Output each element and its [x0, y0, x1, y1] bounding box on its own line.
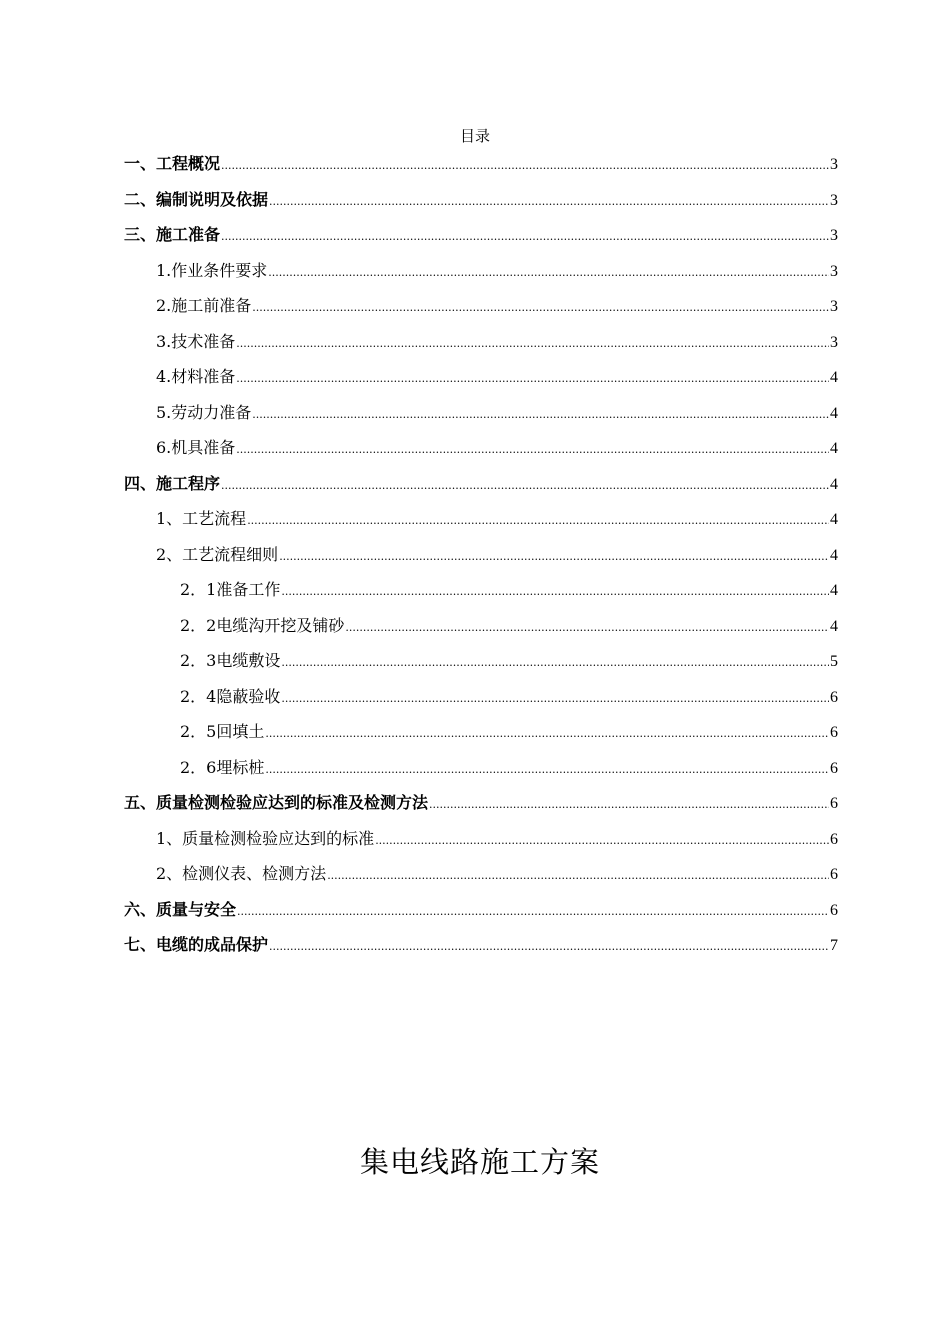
toc-dot-leader [281, 679, 829, 717]
toc-entry[interactable] [124, 856, 838, 892]
toc-dot-leader [236, 324, 829, 362]
toc-entry-page-number: 6 [830, 795, 838, 812]
toc-entry[interactable] [124, 288, 838, 324]
toc-dot-leader [252, 288, 829, 326]
toc-entry-label: 1、工艺流程 [156, 509, 247, 528]
toc-entry[interactable] [124, 750, 838, 786]
toc-dot-leader [327, 856, 829, 894]
toc-entry-label: 二、编制说明及依据 [124, 189, 269, 209]
toc-entry-label: 三、施工准备 [124, 225, 221, 244]
toc-entry-label: 5.劳动力准备 [156, 402, 252, 422]
toc-dot-leader [221, 466, 829, 504]
toc-dot-leader [221, 217, 829, 255]
toc-entry-page-number: 3 [830, 156, 838, 173]
toc-dot-leader [268, 253, 829, 291]
toc-entry-page-number: 3 [830, 333, 838, 351]
toc-entry-label: 六、质量与安全 [124, 899, 237, 919]
toc-entry-page-number: 6 [830, 724, 838, 741]
toc-entry-page-number: 4 [830, 546, 838, 564]
toc-entry[interactable] [124, 679, 838, 715]
toc-entry-page-number: 6 [830, 830, 838, 848]
toc-entry-page-number: 4 [830, 440, 838, 457]
toc-entry-page-number: 6 [830, 901, 838, 919]
toc-entry[interactable] [124, 821, 838, 857]
toc-entry[interactable] [124, 430, 838, 466]
toc-entry-label: 1.作业条件要求 [156, 260, 268, 280]
toc-entry[interactable] [124, 324, 838, 360]
toc-entry-label: 2．1准备工作 [180, 580, 281, 599]
toc-dot-leader [281, 643, 829, 681]
toc-entry-page-number: 5 [830, 653, 838, 670]
toc-entry[interactable] [124, 785, 838, 821]
toc-entry-page-number: 3 [830, 191, 838, 209]
toc-entry[interactable] [124, 395, 838, 431]
toc-entry-label: 2.施工前准备 [156, 296, 252, 315]
toc-dot-leader [252, 395, 829, 433]
toc-entry[interactable] [124, 892, 838, 928]
toc-entry[interactable] [124, 643, 838, 679]
toc-entry[interactable] [124, 217, 838, 253]
toc-entry-label: 2．3电缆敷设 [180, 651, 281, 670]
toc-entry[interactable] [124, 608, 838, 644]
toc-entry[interactable] [124, 182, 838, 218]
toc-dot-leader [345, 608, 829, 646]
toc-dot-leader [221, 146, 829, 184]
toc-entry[interactable] [124, 359, 838, 395]
toc-entry-page-number: 4 [830, 582, 838, 599]
toc-dot-leader [279, 537, 829, 575]
toc-dot-leader [375, 821, 829, 859]
toc-entry[interactable] [124, 501, 838, 537]
toc-dot-leader [265, 714, 829, 752]
toc-entry-page-number: 4 [830, 369, 838, 386]
toc-dot-leader [265, 750, 829, 788]
toc-entry[interactable] [124, 146, 838, 182]
toc-entry[interactable] [124, 253, 838, 289]
toc-dot-leader [269, 927, 829, 965]
document-title: 集电线路施工方案 [359, 1145, 600, 1179]
toc-entry-page-number: 3 [830, 298, 838, 315]
toc-entry-label: 2．6埋标桩 [180, 757, 265, 777]
toc-entry-label: 2．5回填土 [180, 722, 265, 741]
toc-entry-label: 6.机具准备 [156, 438, 236, 457]
toc-entry-page-number: 6 [830, 866, 838, 883]
toc-entry-page-number: 4 [830, 617, 838, 635]
toc-heading: 目录 [459, 127, 490, 145]
toc-entry-label: 4.材料准备 [156, 367, 236, 386]
toc-entry-label: 七、电缆的成品保护 [124, 935, 269, 954]
toc-entry-label: 2．2电缆沟开挖及铺砂 [180, 615, 345, 635]
toc-dot-leader [269, 182, 829, 220]
toc-entry[interactable] [124, 466, 838, 502]
toc-entry-page-number: 4 [830, 404, 838, 422]
toc-entry-label: 3.技术准备 [156, 331, 236, 351]
toc-entry-label: 2．4隐蔽验收 [180, 686, 281, 706]
toc-entry-label: 2、工艺流程细则 [156, 544, 279, 564]
toc-entry-label: 2、检测仪表、检测方法 [156, 864, 327, 883]
toc-entry[interactable] [124, 714, 838, 750]
toc-entry-page-number: 7 [830, 937, 838, 954]
toc-entry-page-number: 3 [830, 227, 838, 244]
toc-entry-label: 1、质量检测检验应达到的标准 [156, 828, 375, 848]
toc-entry-page-number: 6 [830, 688, 838, 706]
table-of-contents [124, 146, 838, 963]
toc-entry[interactable] [124, 537, 838, 573]
toc-entry-page-number: 4 [830, 511, 838, 528]
toc-dot-leader [429, 785, 829, 823]
toc-entry[interactable] [124, 927, 838, 963]
toc-entry[interactable] [124, 572, 838, 608]
toc-dot-leader [236, 430, 829, 468]
toc-entry-page-number: 6 [830, 759, 838, 777]
toc-dot-leader [247, 501, 829, 539]
toc-entry-page-number: 3 [830, 262, 838, 280]
toc-entry-page-number: 4 [830, 475, 838, 493]
toc-dot-leader [237, 892, 829, 930]
toc-entry-label: 五、质量检测检验应达到的标准及检测方法 [124, 793, 429, 812]
toc-entry-label: 一、工程概况 [124, 154, 221, 173]
toc-dot-leader [281, 572, 829, 610]
toc-entry-label: 四、施工程序 [124, 473, 221, 493]
toc-dot-leader [236, 359, 829, 397]
